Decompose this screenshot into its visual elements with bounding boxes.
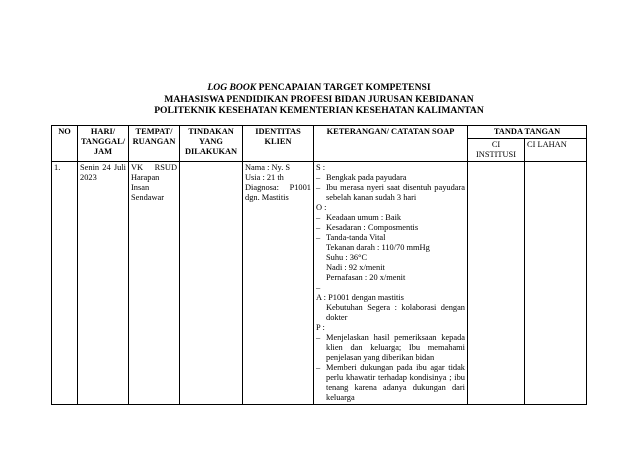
- cell-no: 1.: [52, 162, 78, 405]
- list-item: – Keadaan umum : Baik: [316, 213, 402, 222]
- list-item: – Ibu merasa nyeri saat disentuh payudara sebelah kanan sudah 3 hari: [316, 183, 465, 202]
- cell-tempat: VK RSUD Harapan Insan Sendawar: [129, 162, 180, 405]
- cell-soap-notes: S : – Bengkak pada payudara – Ibu merasa nyeri saat disentuh payudara sebelah kanan sudah 3 hari O : – Keadaan umum : Baik – Kesadaran : Composmentis – Tanda-tanda Vital Tekanan darah : 110/70 mmHg Suhu : 36°C Nadi : 92 x/menit Pernafasan : 20 x/menit – A : P1001 dengan mastitis Kebutuhan Segera : kolaborasi dengan dokter P : – Menjelaskan hasil pemeriksaan kepada klien dan keluarga; Ibu memahami penjelasan yang diberikan bidan – Memberi dukungan pada ibu agar tidak perlu khawatir terhadap kondisinya ; ibu tenang karena adanya dukungan dari keluarga: [314, 162, 468, 405]
- col-header-tanda-tangan: TANDA TANGAN: [468, 126, 587, 139]
- cell-ci-institusi: [468, 162, 525, 405]
- document-header: [0, 82, 638, 117]
- col-header-keterangan: KETERANGAN/ CATATAN SOAP: [314, 126, 468, 162]
- col-header-ci-lahan: CI LAHAN: [525, 139, 587, 162]
- col-header-identitas: IDENTITAS KLIEN: [243, 126, 314, 162]
- list-item: – Bengkak pada payudara: [316, 173, 407, 182]
- header-line-1: LOG BOOK PENCAPAIAN TARGET KOMPETENSI: [207, 82, 431, 93]
- list-item: – Kesadaran : Composmentis: [316, 223, 419, 232]
- cell-hari: Senin 24 Juli 2023: [78, 162, 129, 405]
- cell-tindakan: [180, 162, 243, 405]
- col-header-tempat: TEMPAT/ RUANGAN: [129, 126, 180, 162]
- header-line-2: MAHASISWA PENDIDIKAN PROFESI BIDAN JURUSAN KEBIDANAN: [164, 93, 474, 105]
- list-item: – Tanda-tanda Vital: [316, 233, 386, 242]
- list-item: – Menjelaskan hasil pemeriksaan kepada klien dan keluarga; Ibu memahami penjelasan yang diberikan bidan: [316, 333, 465, 362]
- logbook-table: [51, 125, 587, 405]
- cell-identitas: Nama : Ny. S Usia : 21 th Diagnosa: P1001 dgn. Mastitis: [243, 162, 314, 405]
- col-header-tindakan: TINDAKAN YANG DILAKUKAN: [180, 126, 243, 162]
- col-header-hari: HARI/ TANGGAL/ JAM: [78, 126, 129, 162]
- table-header-row: [52, 126, 587, 139]
- cell-ci-lahan: [525, 162, 587, 405]
- col-header-no: NO: [52, 126, 78, 162]
- list-item: – Memberi dukungan pada ibu agar tidak perlu khawatir terhadap kondisinya ; ibu tenang karena adanya dukungan dari keluarga: [316, 363, 465, 402]
- header-line-3: POLITEKNIK KESEHATAN KEMENTERIAN KESEHATAN KALIMANTAN: [154, 105, 484, 116]
- col-header-ci-institusi: CI INSTITUSI: [468, 139, 525, 162]
- table-row: [52, 162, 587, 405]
